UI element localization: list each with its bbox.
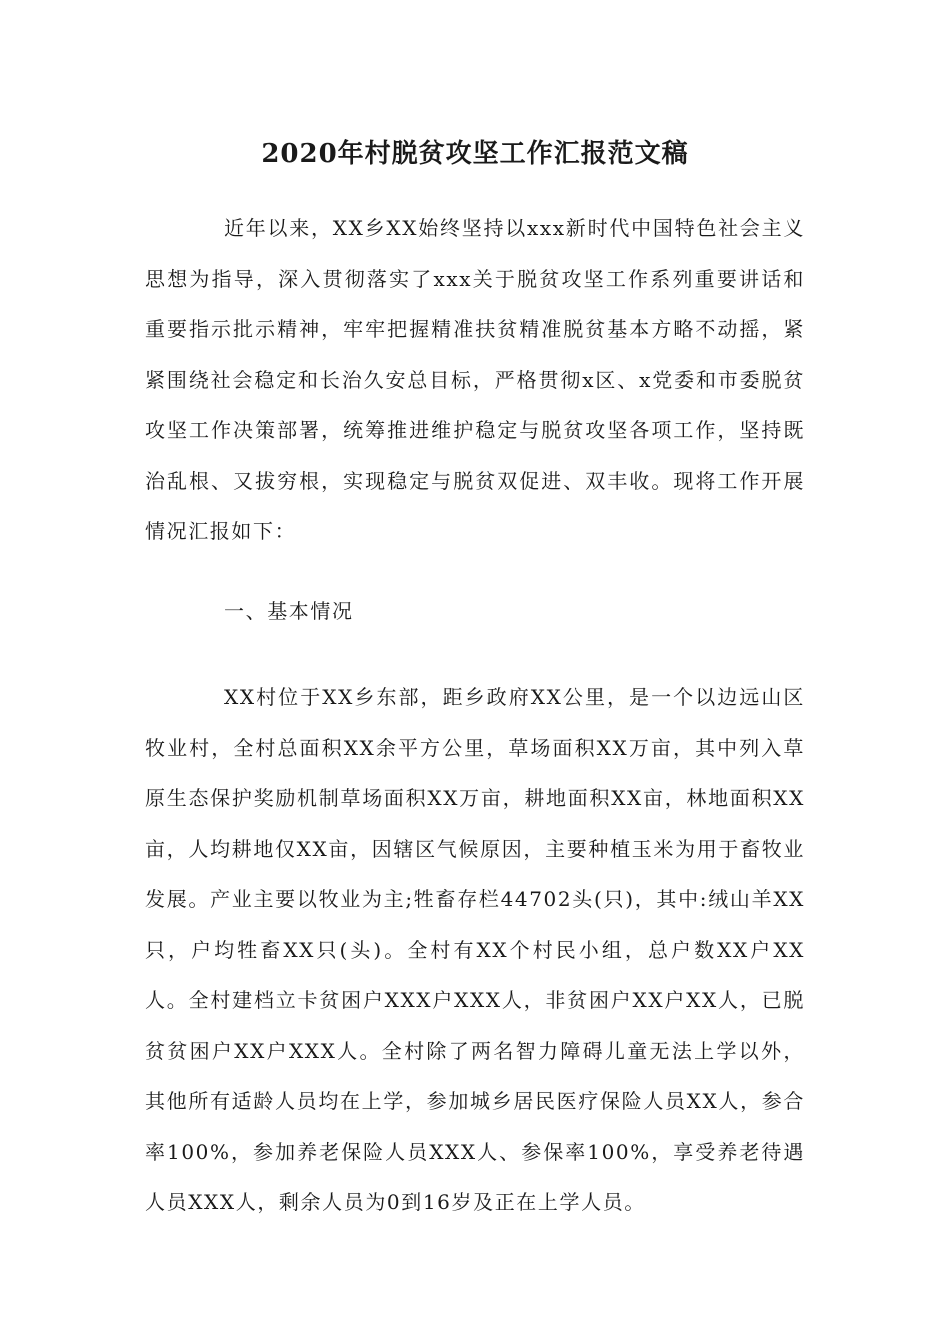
intro-paragraph: 近年以来，XX乡XX始终坚持以xxx新时代中国特色社会主义思想为指导，深入贯彻落实了xxx关于脱贫攻坚工作系列重要讲话和重要指示批示精神，牢牢把握精准扶贫精准脱贫基本方略不动摇，紧紧围绕社会稳定和长治久安总目标，严格贯彻x区、x党委和市委脱贫攻坚工作决策部署，统筹推进维护稳定与脱贫攻坚各项工作，坚持既治乱根、又拔穷根，实现稳定与脱贫双促进、双丰收。现将工作开展情况汇报如下： <box>145 216 805 543</box>
basic-situation-paragraph: XX村位于XX乡东部，距乡政府XX公里，是一个以边远山区牧业村，全村总面积XX余平方公里，草场面积XX万亩，其中列入草原生态保护奖励机制草场面积XX万亩，耕地面积XX亩，林地面积XX亩，人均耕地仅XX亩，因辖区气候原因，主要种植玉米为用于畜牧业发展。产业主要以牧业为主;牲畜存栏44702头(只)，其中:绒山羊XX只，户均牲畜XX只(头)。全村有XX个村民小组，总户数XX户XX人。全村建档立卡贫困户XXX户XXX人，非贫困户XX户XX人，已脱贫贫困户XX户XXX人。全村除了两名智力障碍儿童无法上学以外，其他所有适龄人员均在上学，参加城乡居民医疗保险人员XX人，参合率100%，参加养老保险人员XXX人、参保率100%，享受养老待遇人员XXX人，剩余人员为0到16岁及正在上学人员。 <box>145 685 805 1214</box>
section-heading-basic-situation: 一、基本情况 <box>224 599 354 623</box>
document-title: 2020年村脱贫攻坚工作汇报范文稿 <box>261 139 689 169</box>
